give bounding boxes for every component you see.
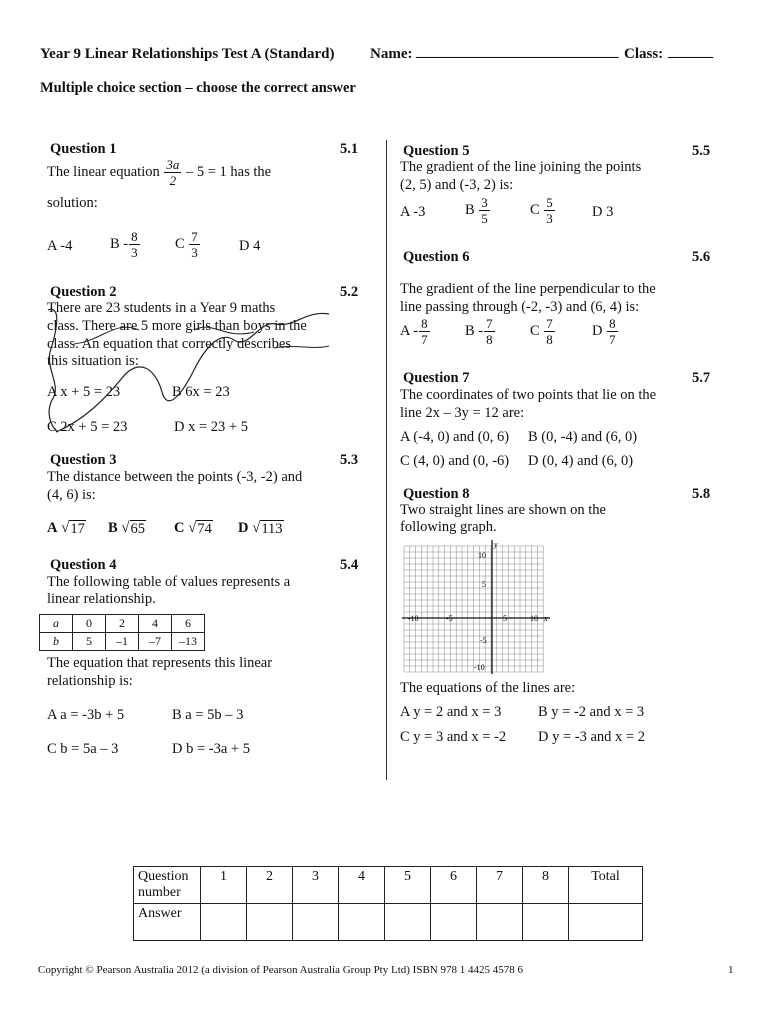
question-5-label: Question 5 <box>403 143 470 159</box>
table-cell: a <box>40 615 73 633</box>
table-cell: 5 <box>73 633 106 651</box>
table-cell: 4 <box>139 615 172 633</box>
option-8d[interactable]: D y = -3 and x = 2 <box>538 729 645 745</box>
option-5b[interactable]: B $\frac{3}{5}$ <box>465 195 488 226</box>
option-5c[interactable]: C $\frac{5}{3}$ <box>530 195 553 226</box>
question-2-line-4: this situation is: <box>47 353 139 369</box>
answer-cell[interactable] <box>247 904 293 941</box>
question-6-label: Question 6 <box>403 249 470 265</box>
x-tick-label: -10 <box>408 614 419 623</box>
question-number-cell: 2 <box>247 867 293 904</box>
column-divider <box>386 140 387 780</box>
question-3-code: 5.3 <box>340 452 359 468</box>
option-3c[interactable]: C √ 74 <box>174 520 212 537</box>
option-2d[interactable]: D x = 23 + 5 <box>174 419 248 435</box>
question-2-code: 5.2 <box>340 284 359 300</box>
question-7-code: 5.7 <box>692 370 711 386</box>
option-1a[interactable]: A -4 <box>47 238 73 254</box>
option-3b[interactable]: B √ 65 <box>108 520 146 537</box>
option-8b[interactable]: B y = -2 and x = 3 <box>538 704 645 720</box>
y-axis-label: y <box>494 540 498 549</box>
y-tick-label: 10 <box>478 551 486 560</box>
question-8-line-3: The equations of the lines are: <box>400 680 576 696</box>
question-8-code: 5.8 <box>692 486 711 502</box>
option-4a[interactable]: A a = -3b + 5 <box>47 707 125 723</box>
question-5-code: 5.5 <box>692 143 711 159</box>
question-6-line-1: The gradient of the line perpendicular to the <box>400 281 656 297</box>
copyright-footer: Copyright © Pearson Australia 2012 (a division of Pearson Australia Group Pty Ltd) ISBN 978 1 4425 4578 6 <box>38 964 523 976</box>
question-2-label: Question 2 <box>50 284 117 300</box>
option-1c[interactable]: C $\frac{7}{3}$ <box>175 229 198 260</box>
x-axis-label: x <box>544 614 548 623</box>
table-cell: –1 <box>106 633 139 651</box>
question-1-stem-cont: solution: <box>47 195 98 211</box>
option-2b[interactable]: B 6x = 23 <box>172 384 230 400</box>
table-cell: –7 <box>139 633 172 651</box>
option-2a[interactable]: A x + 5 = 23 <box>47 384 121 400</box>
table-row <box>134 904 643 941</box>
option-4c[interactable]: C b = 5a – 3 <box>47 741 119 757</box>
option-3a[interactable]: A √ 17 <box>47 520 85 537</box>
option-2c[interactable]: C 2x + 5 = 23 <box>47 419 128 435</box>
question-8-line-1: Two straight lines are shown on the <box>400 502 606 518</box>
option-1b[interactable]: B - $\frac{8}{3}$ <box>110 229 138 260</box>
table-cell: –13 <box>172 633 205 651</box>
question-1-code: 5.1 <box>340 141 359 157</box>
answer-cell[interactable] <box>523 904 569 941</box>
question-number-cell: 6 <box>431 867 477 904</box>
x-tick-label: 5 <box>503 614 507 623</box>
coordinate-grid-graph <box>402 538 552 676</box>
answer-header: Answer <box>134 904 201 941</box>
option-6d[interactable]: D $\frac{8}{7}$ <box>592 316 616 347</box>
question-8-label: Question 8 <box>403 486 470 502</box>
total-cell[interactable] <box>569 904 643 941</box>
option-4b[interactable]: B a = 5b – 3 <box>172 707 244 723</box>
question-1-label: Question 1 <box>50 141 117 157</box>
option-6a[interactable]: A - $\frac{8}{7}$ <box>400 316 428 347</box>
y-tick-label: -5 <box>480 636 487 645</box>
table-cell: 6 <box>172 615 205 633</box>
option-6c[interactable]: C $\frac{7}{8}$ <box>530 316 553 347</box>
table-cell: 2 <box>106 615 139 633</box>
answer-cell[interactable] <box>293 904 339 941</box>
answer-cell[interactable] <box>431 904 477 941</box>
option-8c[interactable]: C y = 3 and x = -2 <box>400 729 507 745</box>
option-7c[interactable]: C (4, 0) and (0, -6) <box>400 453 510 469</box>
answer-cell[interactable] <box>201 904 247 941</box>
question-3-label: Question 3 <box>50 452 117 468</box>
option-4d[interactable]: D b = -3a + 5 <box>172 741 250 757</box>
question-3-line-1: The distance between the points (-3, -2) and <box>47 469 303 485</box>
test-title: Year 9 Linear Relationships Test A (Standard) <box>40 46 335 62</box>
handwritten-scribble <box>44 300 364 440</box>
question-1-stem: The linear equation $\frac{3a}{2}$ – 5 = 1 has the <box>47 157 272 188</box>
option-6b[interactable]: B - $\frac{7}{8}$ <box>465 316 493 347</box>
option-7b[interactable]: B (0, -4) and (6, 0) <box>528 429 638 445</box>
page-number: 1 <box>728 964 734 976</box>
question-number-cell: 5 <box>385 867 431 904</box>
question-number-cell: 1 <box>201 867 247 904</box>
y-tick-label: 5 <box>482 580 486 589</box>
class-label: Class: <box>624 46 664 62</box>
question-6-code: 5.6 <box>692 249 711 265</box>
table-row <box>40 633 205 651</box>
option-7a[interactable]: A (-4, 0) and (0, 6) <box>400 429 510 445</box>
question-number-cell: 3 <box>293 867 339 904</box>
question-4-code: 5.4 <box>340 557 359 573</box>
answer-cell[interactable] <box>385 904 431 941</box>
question-number-cell: 4 <box>339 867 385 904</box>
x-tick-label: -5 <box>446 614 453 623</box>
question-4-label: Question 4 <box>50 557 117 573</box>
question-4-line-2: linear relationship. <box>47 591 156 607</box>
question-4-line-1: The following table of values represents a <box>47 574 291 590</box>
answer-table <box>133 866 643 941</box>
answer-cell[interactable] <box>339 904 385 941</box>
question-2-line-1: There are 23 students in a Year 9 maths <box>47 300 276 316</box>
question-number-cell: 7 <box>477 867 523 904</box>
table-cell: b <box>40 633 73 651</box>
answer-cell[interactable] <box>477 904 523 941</box>
question-7-line-1: The coordinates of two points that lie on the <box>400 387 657 403</box>
option-5d[interactable]: D 3 <box>592 204 614 220</box>
table-row <box>134 867 643 904</box>
x-tick-label: 10 <box>530 614 538 623</box>
option-5a[interactable]: A -3 <box>400 204 426 220</box>
question-7-label: Question 7 <box>403 370 470 386</box>
section-title: Multiple choice section – choose the correct answer <box>40 80 356 96</box>
total-header: Total <box>569 867 643 904</box>
option-3d[interactable]: D √ 113 <box>238 520 283 537</box>
values-table <box>39 614 205 651</box>
question-4-line-3: The equation that represents this linear <box>47 655 273 671</box>
table-row <box>40 615 205 633</box>
question-4-line-4: relationship is: <box>47 673 133 689</box>
option-8a[interactable]: A y = 2 and x = 3 <box>400 704 502 720</box>
grid-lines <box>404 546 543 672</box>
option-1d[interactable]: D 4 <box>239 238 261 254</box>
question-5-line-2: (2, 5) and (-3, 2) is: <box>400 177 514 193</box>
question-3-line-2: (4, 6) is: <box>47 487 96 503</box>
class-field[interactable]: ______ <box>668 44 713 60</box>
name-field[interactable]: ___________________________ <box>416 44 619 60</box>
question-8-line-2: following graph. <box>400 519 497 535</box>
table-cell: 0 <box>73 615 106 633</box>
y-tick-label: -10 <box>474 663 485 672</box>
question-number-header: Question number <box>134 867 201 904</box>
name-label: Name: <box>370 46 413 62</box>
question-7-line-2: line 2x – 3y = 12 are: <box>400 405 525 421</box>
question-number-cell: 8 <box>523 867 569 904</box>
option-7d[interactable]: D (0, 4) and (6, 0) <box>528 453 634 469</box>
question-2-line-2: class. There are 5 more girls than boys in the <box>47 318 307 334</box>
question-5-line-1: The gradient of the line joining the points <box>400 159 642 175</box>
question-2-line-3: class. An equation that correctly describes <box>47 336 292 352</box>
question-6-line-2: line passing through (-2, -3) and (6, 4) is: <box>400 299 640 315</box>
